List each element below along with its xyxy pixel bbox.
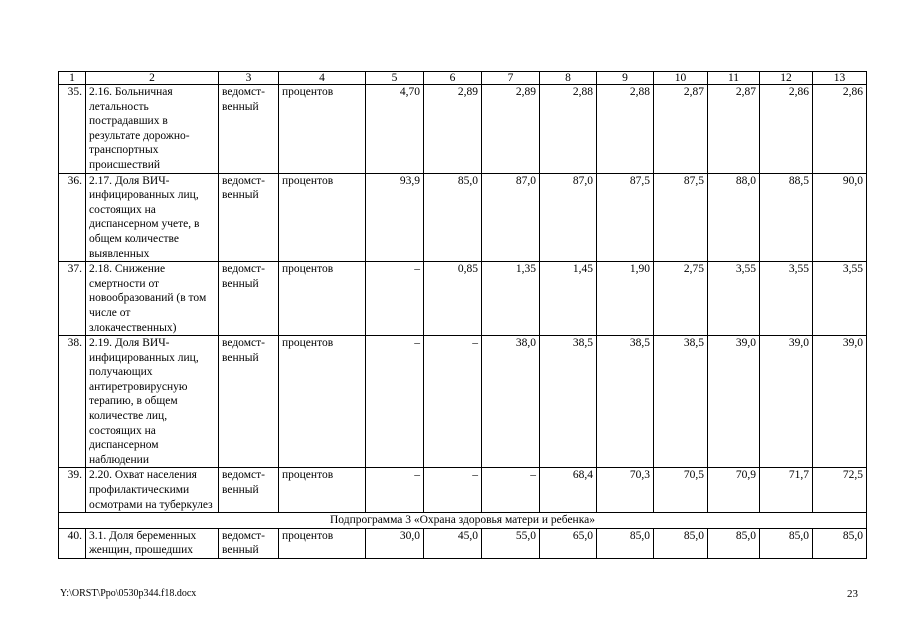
value-cell: –	[366, 262, 424, 336]
data-source: ведомст-венный	[219, 173, 279, 262]
value-cell: 4,70	[366, 85, 424, 174]
page-number: 23	[847, 588, 858, 600]
column-header: 6	[424, 72, 482, 85]
value-cell: 85,0	[708, 528, 760, 558]
value-cell: 1,35	[482, 262, 540, 336]
unit: процентов	[279, 262, 366, 336]
subprogram-title: Подпрограмма 3 «Охрана здоровья матери и ребенка»	[59, 513, 867, 529]
value-cell: 70,5	[654, 468, 708, 513]
unit: процентов	[279, 85, 366, 174]
value-cell: 1,45	[540, 262, 597, 336]
value-cell: 68,4	[540, 468, 597, 513]
column-header: 3	[219, 72, 279, 85]
indicator-name: 2.17. Доля ВИЧ-инфицированных лиц, состоящих на диспансерном учете, в общем количестве выявленных	[86, 173, 219, 262]
value-cell: 87,0	[540, 173, 597, 262]
indicator-name: 2.18. Снижение смертности от новообразований (в том числе от злокачественных)	[86, 262, 219, 336]
value-cell: 39,0	[708, 336, 760, 468]
value-cell: 85,0	[597, 528, 654, 558]
table-row	[59, 262, 867, 336]
indicator-name: 2.20. Охват населения профилактическими осмотрами на туберкулез	[86, 468, 219, 513]
value-cell: 55,0	[482, 528, 540, 558]
value-cell: 2,75	[654, 262, 708, 336]
column-header: 11	[708, 72, 760, 85]
value-cell: 3,55	[813, 262, 867, 336]
table-row	[59, 173, 867, 262]
data-source: ведомст-венный	[219, 528, 279, 558]
row-number: 35.	[59, 85, 86, 174]
value-cell: 85,0	[654, 528, 708, 558]
indicator-name: 2.19. Доля ВИЧ-инфицированных лиц, получающих антиретровирусную терапию, в общем количестве лиц, состоящих на диспансерном наблюдении	[86, 336, 219, 468]
column-header: 12	[760, 72, 813, 85]
row-number: 37.	[59, 262, 86, 336]
row-number: 39.	[59, 468, 86, 513]
column-header: 5	[366, 72, 424, 85]
table-row	[59, 336, 867, 468]
indicators-table	[58, 71, 867, 559]
value-cell: 2,88	[540, 85, 597, 174]
value-cell: 90,0	[813, 173, 867, 262]
column-header: 1	[59, 72, 86, 85]
value-cell: 38,5	[540, 336, 597, 468]
value-cell: 3,55	[708, 262, 760, 336]
column-header: 8	[540, 72, 597, 85]
value-cell: 1,90	[597, 262, 654, 336]
indicator-name: 3.1. Доля беременных женщин, прошедших	[86, 528, 219, 558]
value-cell: 88,0	[708, 173, 760, 262]
value-cell: 65,0	[540, 528, 597, 558]
value-cell: 2,87	[708, 85, 760, 174]
value-cell: 2,88	[597, 85, 654, 174]
value-cell: 72,5	[813, 468, 867, 513]
column-header: 9	[597, 72, 654, 85]
value-cell: 2,89	[482, 85, 540, 174]
value-cell: 85,0	[760, 528, 813, 558]
value-cell: 85,0	[813, 528, 867, 558]
value-cell: 38,5	[597, 336, 654, 468]
value-cell: 39,0	[813, 336, 867, 468]
subprogram-row	[59, 513, 867, 529]
table-row	[59, 468, 867, 513]
row-number: 40.	[59, 528, 86, 558]
data-source: ведомст-венный	[219, 468, 279, 513]
column-header: 2	[86, 72, 219, 85]
value-cell: –	[424, 468, 482, 513]
value-cell: 2,86	[760, 85, 813, 174]
value-cell: 88,5	[760, 173, 813, 262]
value-cell: 71,7	[760, 468, 813, 513]
table-row	[59, 528, 867, 558]
indicator-name: 2.16. Больничная летальность пострадавших в результате дорожно-транспортных происшествий	[86, 85, 219, 174]
value-cell: 87,0	[482, 173, 540, 262]
unit: процентов	[279, 468, 366, 513]
column-header: 10	[654, 72, 708, 85]
unit: процентов	[279, 336, 366, 468]
column-header: 4	[279, 72, 366, 85]
row-number: 36.	[59, 173, 86, 262]
value-cell: –	[366, 336, 424, 468]
value-cell: –	[482, 468, 540, 513]
value-cell: 93,9	[366, 173, 424, 262]
data-source: ведомст-венный	[219, 336, 279, 468]
value-cell: 70,9	[708, 468, 760, 513]
table-row	[59, 85, 867, 174]
value-cell: 38,5	[654, 336, 708, 468]
header-row	[59, 72, 867, 85]
value-cell: 0,85	[424, 262, 482, 336]
unit: процентов	[279, 528, 366, 558]
data-source: ведомст-венный	[219, 262, 279, 336]
column-header: 7	[482, 72, 540, 85]
value-cell: 3,55	[760, 262, 813, 336]
value-cell: 39,0	[760, 336, 813, 468]
value-cell: –	[366, 468, 424, 513]
file-path: Y:\ORST\Ppo\0530p344.f18.docx	[60, 588, 197, 599]
column-header: 13	[813, 72, 867, 85]
value-cell: 87,5	[597, 173, 654, 262]
value-cell: 2,89	[424, 85, 482, 174]
value-cell: 2,87	[654, 85, 708, 174]
value-cell: 85,0	[424, 173, 482, 262]
value-cell: –	[424, 336, 482, 468]
value-cell: 45,0	[424, 528, 482, 558]
row-number: 38.	[59, 336, 86, 468]
value-cell: 70,3	[597, 468, 654, 513]
value-cell: 38,0	[482, 336, 540, 468]
value-cell: 87,5	[654, 173, 708, 262]
value-cell: 2,86	[813, 85, 867, 174]
data-source: ведомст-венный	[219, 85, 279, 174]
value-cell: 30,0	[366, 528, 424, 558]
unit: процентов	[279, 173, 366, 262]
